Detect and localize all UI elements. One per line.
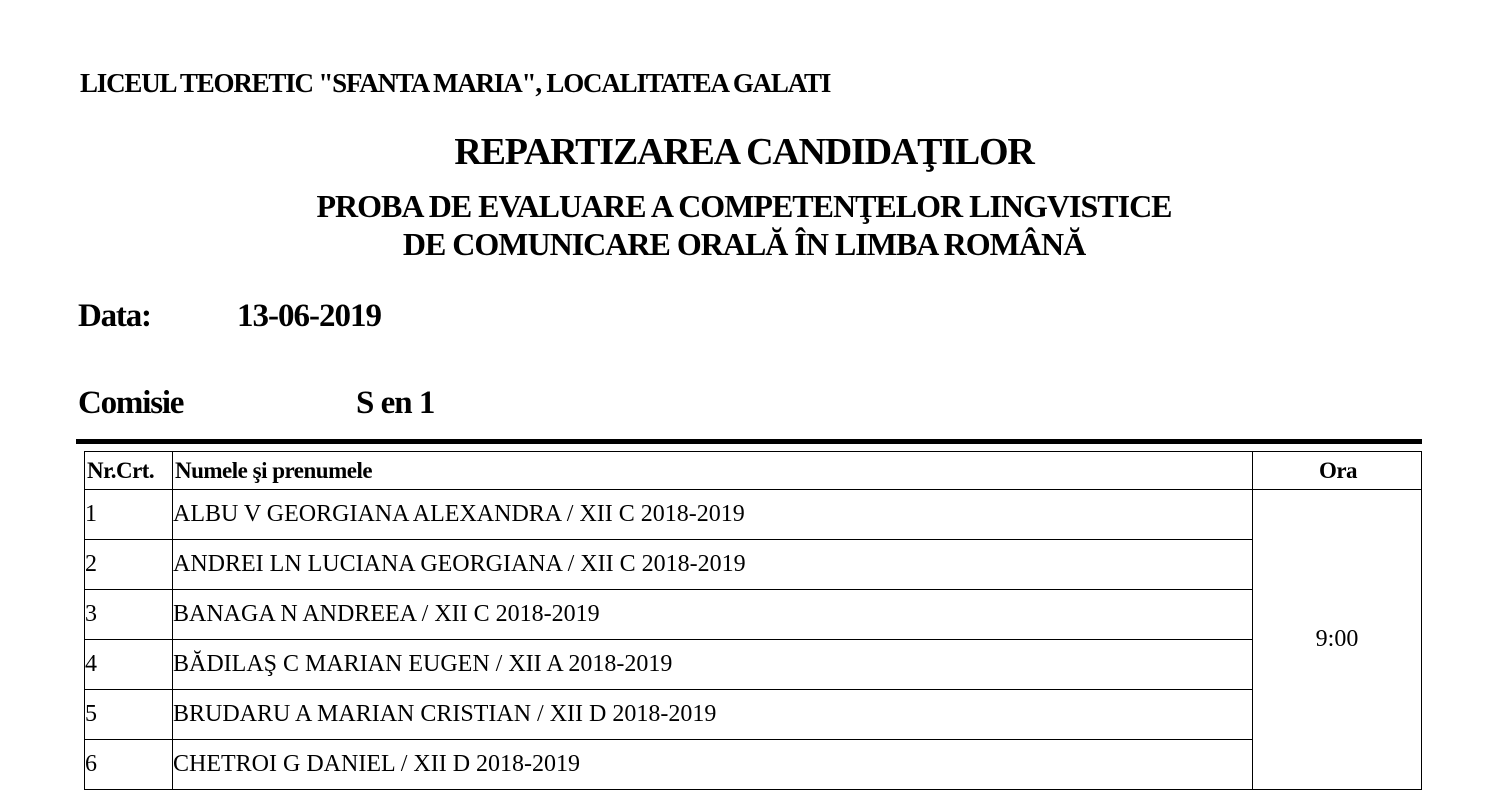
table-header-row bbox=[85, 452, 1422, 490]
document-title: REPARTIZAREA CANDIDAŢILOR bbox=[454, 131, 1034, 173]
row-number: 2 bbox=[85, 540, 173, 590]
date-value: 13-06-2019 bbox=[237, 298, 381, 334]
candidates-table bbox=[84, 451, 1422, 790]
exam-time: 9:00 bbox=[1253, 490, 1422, 790]
candidate-name: BĂDILAŞ C MARIAN EUGEN / XII A 2018-2019 bbox=[173, 640, 1253, 690]
candidate-name: ALBU V GEORGIANA ALEXANDRA / XII C 2018-2019 bbox=[173, 490, 1253, 540]
row-number: 1 bbox=[85, 490, 173, 540]
table-row bbox=[85, 540, 1422, 590]
table-row bbox=[85, 690, 1422, 740]
row-number: 4 bbox=[85, 640, 173, 690]
candidate-name: BRUDARU A MARIAN CRISTIAN / XII D 2018-2019 bbox=[173, 690, 1253, 740]
row-number: 5 bbox=[85, 690, 173, 740]
row-number: 3 bbox=[85, 590, 173, 640]
commission-label: Comisie bbox=[78, 385, 184, 421]
header-divider bbox=[76, 439, 1422, 444]
table-row bbox=[85, 490, 1422, 540]
exam-subtitle-line2: DE COMUNICARE ORALĂ ÎN LIMBA ROMÂNĂ bbox=[402, 226, 1086, 262]
candidate-name: ANDREI LN LUCIANA GEORGIANA / XII C 2018-2019 bbox=[173, 540, 1253, 590]
column-header-time: Ora bbox=[1253, 452, 1422, 490]
candidate-name: CHETROI G DANIEL / XII D 2018-2019 bbox=[173, 740, 1253, 790]
column-header-nr: Nr.Crt. bbox=[85, 452, 173, 490]
row-number: 6 bbox=[85, 740, 173, 790]
table-row bbox=[85, 640, 1422, 690]
school-name: LICEUL TEORETIC "SFANTA MARIA", LOCALITATEA GALATI bbox=[80, 68, 831, 98]
table-row bbox=[85, 740, 1422, 790]
table-row bbox=[85, 590, 1422, 640]
exam-subtitle-line1: PROBA DE EVALUARE A COMPETENŢELOR LINGVISTICE bbox=[316, 188, 1172, 224]
column-header-name: Numele şi prenumele bbox=[173, 452, 1253, 490]
date-label: Data: bbox=[78, 298, 151, 334]
commission-value: S en 1 bbox=[356, 385, 435, 421]
candidate-name: BANAGA N ANDREEA / XII C 2018-2019 bbox=[173, 590, 1253, 640]
